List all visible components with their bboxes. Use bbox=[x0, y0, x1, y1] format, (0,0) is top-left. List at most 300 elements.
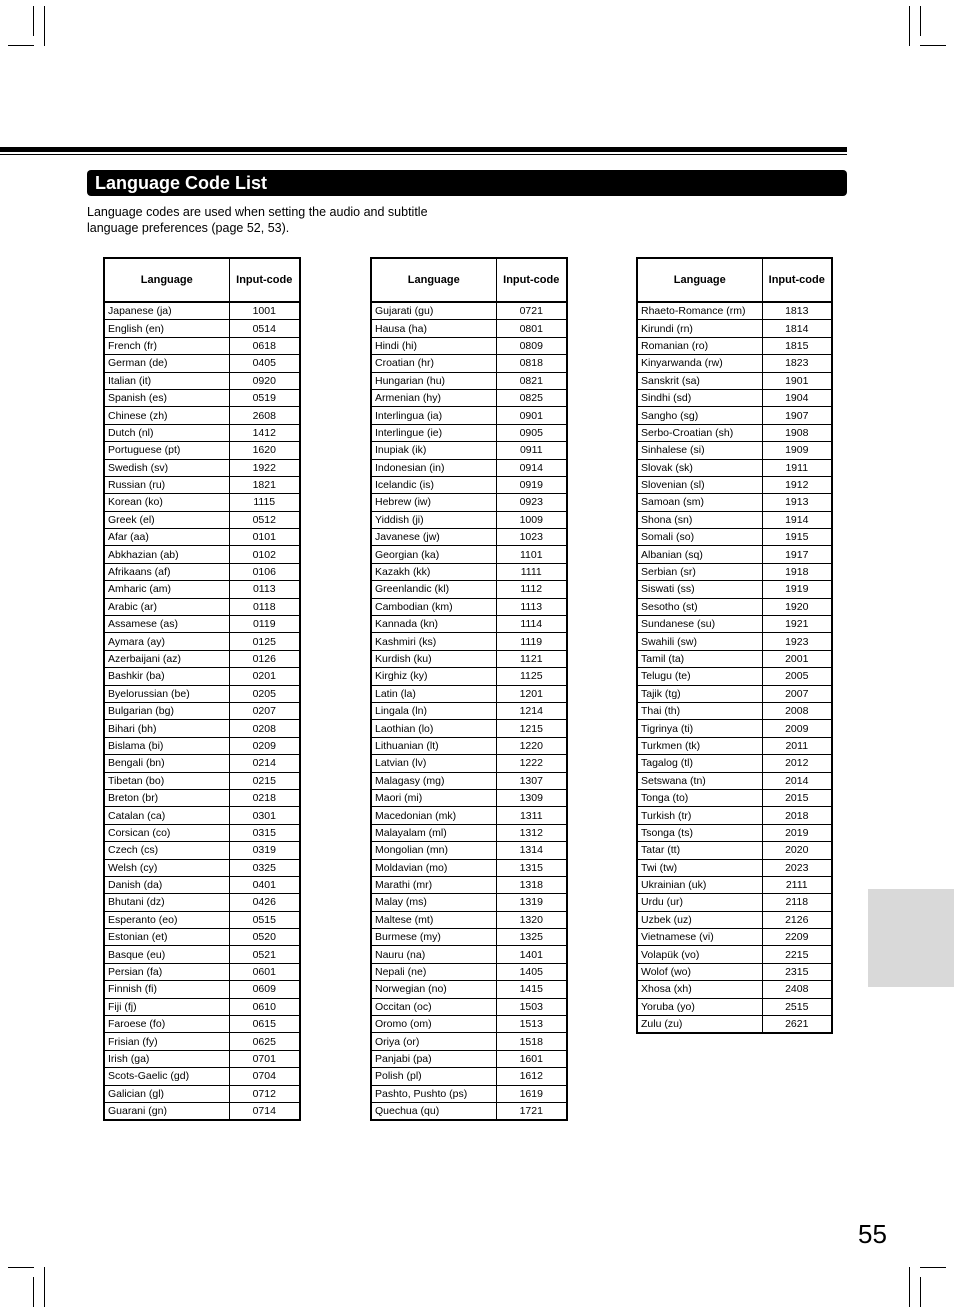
language-name: Tibetan (bo) bbox=[104, 772, 229, 789]
language-name: Kirghiz (ky) bbox=[371, 668, 496, 685]
input-code: 1601 bbox=[496, 1050, 567, 1067]
input-code: 0521 bbox=[229, 946, 300, 963]
table-row bbox=[637, 407, 832, 424]
language-name: Aymara (ay) bbox=[104, 633, 229, 650]
language-name: Xhosa (xh) bbox=[637, 981, 762, 998]
language-name: Sundanese (su) bbox=[637, 616, 762, 633]
language-name: Javanese (jw) bbox=[371, 529, 496, 546]
table-row bbox=[637, 616, 832, 633]
input-code: 2005 bbox=[762, 668, 832, 685]
table-row bbox=[371, 946, 567, 963]
language-name: Afrikaans (af) bbox=[104, 563, 229, 580]
language-name: Kazakh (kk) bbox=[371, 563, 496, 580]
input-code: 2111 bbox=[762, 876, 832, 893]
table-row bbox=[104, 963, 300, 980]
language-name: Swahili (sw) bbox=[637, 633, 762, 650]
language-name: Siswati (ss) bbox=[637, 581, 762, 598]
language-name: Guarani (gn) bbox=[104, 1102, 229, 1120]
language-code-table-1 bbox=[103, 257, 301, 1121]
input-code: 1119 bbox=[496, 633, 567, 650]
input-code: 0914 bbox=[496, 459, 567, 476]
language-name: Latin (la) bbox=[371, 685, 496, 702]
table-row bbox=[371, 372, 567, 389]
input-code: 0610 bbox=[229, 998, 300, 1015]
table-row bbox=[104, 668, 300, 685]
language-name: Sanskrit (sa) bbox=[637, 372, 762, 389]
input-code: 2023 bbox=[762, 859, 832, 876]
input-code: 0315 bbox=[229, 824, 300, 841]
language-name: Spanish (es) bbox=[104, 389, 229, 406]
table-row bbox=[104, 389, 300, 406]
language-name: Georgian (ka) bbox=[371, 546, 496, 563]
table-row bbox=[637, 355, 832, 372]
table-row bbox=[637, 946, 832, 963]
language-name: Thai (th) bbox=[637, 702, 762, 719]
input-code: 1412 bbox=[229, 424, 300, 441]
table-row bbox=[371, 1068, 567, 1085]
language-name: Maltese (mt) bbox=[371, 911, 496, 928]
table-row bbox=[637, 494, 832, 511]
input-code: 2515 bbox=[762, 998, 832, 1015]
input-code: 1918 bbox=[762, 563, 832, 580]
language-header: Language bbox=[371, 258, 496, 302]
table-row bbox=[104, 981, 300, 998]
input-code: 2015 bbox=[762, 789, 832, 806]
input-code: 0905 bbox=[496, 424, 567, 441]
table-row bbox=[637, 546, 832, 563]
language-name: Samoan (sm) bbox=[637, 494, 762, 511]
input-code: 0609 bbox=[229, 981, 300, 998]
table-row bbox=[637, 598, 832, 615]
table-row bbox=[104, 929, 300, 946]
language-name: Bulgarian (bg) bbox=[104, 702, 229, 719]
table-row bbox=[637, 511, 832, 528]
table-row bbox=[371, 476, 567, 493]
language-name: Serbian (sr) bbox=[637, 563, 762, 580]
input-code: 1325 bbox=[496, 929, 567, 946]
language-name: Indonesian (in) bbox=[371, 459, 496, 476]
input-code: 0809 bbox=[496, 337, 567, 354]
table-row bbox=[371, 1016, 567, 1033]
input-code: 0113 bbox=[229, 581, 300, 598]
input-code: 1915 bbox=[762, 529, 832, 546]
table-row bbox=[371, 337, 567, 354]
table-row bbox=[637, 911, 832, 928]
input-code: 0209 bbox=[229, 737, 300, 754]
language-name: Lingala (ln) bbox=[371, 702, 496, 719]
language-name: Maori (mi) bbox=[371, 789, 496, 806]
table-row bbox=[371, 963, 567, 980]
input-code: 1909 bbox=[762, 442, 832, 459]
crop-mark bbox=[8, 45, 34, 46]
language-name: Hindi (hi) bbox=[371, 337, 496, 354]
table-row bbox=[371, 981, 567, 998]
input-code: 0205 bbox=[229, 685, 300, 702]
input-code: 1503 bbox=[496, 998, 567, 1015]
table-row bbox=[637, 563, 832, 580]
language-name: Sindhi (sd) bbox=[637, 389, 762, 406]
input-code: 0901 bbox=[496, 407, 567, 424]
language-name: Yiddish (ji) bbox=[371, 511, 496, 528]
input-code: 1023 bbox=[496, 529, 567, 546]
language-name: Byelorussian (be) bbox=[104, 685, 229, 702]
intro-line: Language codes are used when setting the audio and subtitle bbox=[87, 205, 428, 219]
input-code: 1220 bbox=[496, 737, 567, 754]
language-name: Slovenian (sl) bbox=[637, 476, 762, 493]
language-name: Turkmen (tk) bbox=[637, 737, 762, 754]
language-name: Armenian (hy) bbox=[371, 389, 496, 406]
input-code: 0515 bbox=[229, 911, 300, 928]
language-name: Bislama (bi) bbox=[104, 737, 229, 754]
language-name: Telugu (te) bbox=[637, 668, 762, 685]
table-row bbox=[637, 702, 832, 719]
table-row bbox=[104, 998, 300, 1015]
language-name: Portuguese (pt) bbox=[104, 442, 229, 459]
table-row bbox=[371, 911, 567, 928]
input-code: 1813 bbox=[762, 302, 832, 320]
input-code: 2126 bbox=[762, 911, 832, 928]
crop-mark bbox=[920, 6, 921, 36]
input-code: 0704 bbox=[229, 1068, 300, 1085]
language-name: Hausa (ha) bbox=[371, 320, 496, 337]
table-row bbox=[104, 859, 300, 876]
language-name: Irish (ga) bbox=[104, 1050, 229, 1067]
language-name: Breton (br) bbox=[104, 789, 229, 806]
table-row bbox=[371, 737, 567, 754]
table-row bbox=[637, 981, 832, 998]
input-code: 1814 bbox=[762, 320, 832, 337]
input-code: 0126 bbox=[229, 650, 300, 667]
language-header: Language bbox=[637, 258, 762, 302]
language-name: Welsh (cy) bbox=[104, 859, 229, 876]
language-name: Bashkir (ba) bbox=[104, 668, 229, 685]
input-code: 1518 bbox=[496, 1033, 567, 1050]
table-row bbox=[371, 1102, 567, 1120]
input-code: 0201 bbox=[229, 668, 300, 685]
table-row bbox=[371, 616, 567, 633]
language-name: Sesotho (st) bbox=[637, 598, 762, 615]
language-name: Lithuanian (lt) bbox=[371, 737, 496, 754]
table-row bbox=[104, 1085, 300, 1102]
language-name: Panjabi (pa) bbox=[371, 1050, 496, 1067]
language-name: Marathi (mr) bbox=[371, 876, 496, 893]
table-row bbox=[104, 459, 300, 476]
table-row bbox=[104, 842, 300, 859]
table-row bbox=[104, 581, 300, 598]
input-code: 0426 bbox=[229, 894, 300, 911]
table-row bbox=[104, 789, 300, 806]
table-row bbox=[637, 772, 832, 789]
language-name: Latvian (lv) bbox=[371, 755, 496, 772]
input-code: 1923 bbox=[762, 633, 832, 650]
input-code: 1214 bbox=[496, 702, 567, 719]
input-code: 1112 bbox=[496, 581, 567, 598]
language-name: Romanian (ro) bbox=[637, 337, 762, 354]
language-name: Volapük (vo) bbox=[637, 946, 762, 963]
table-row bbox=[371, 807, 567, 824]
input-code: 0821 bbox=[496, 372, 567, 389]
language-name: Tsonga (ts) bbox=[637, 824, 762, 841]
section-title-bar bbox=[87, 170, 847, 196]
language-name: German (de) bbox=[104, 355, 229, 372]
language-name: Urdu (ur) bbox=[637, 894, 762, 911]
language-name: Esperanto (eo) bbox=[104, 911, 229, 928]
input-code-header: Input-code bbox=[229, 258, 300, 302]
table-row bbox=[104, 616, 300, 633]
table-row bbox=[637, 633, 832, 650]
language-name: Interlingue (ie) bbox=[371, 424, 496, 441]
table-row bbox=[371, 772, 567, 789]
language-name: Scots-Gaelic (gd) bbox=[104, 1068, 229, 1085]
input-code: 1115 bbox=[229, 494, 300, 511]
input-code: 1907 bbox=[762, 407, 832, 424]
language-name: Twi (tw) bbox=[637, 859, 762, 876]
language-name: Chinese (zh) bbox=[104, 407, 229, 424]
language-name: Shona (sn) bbox=[637, 511, 762, 528]
input-code: 2020 bbox=[762, 842, 832, 859]
language-name: Tagalog (tl) bbox=[637, 755, 762, 772]
language-name: Korean (ko) bbox=[104, 494, 229, 511]
input-code: 0319 bbox=[229, 842, 300, 859]
table-row bbox=[104, 1068, 300, 1085]
language-code-table-3 bbox=[636, 257, 833, 1034]
table-row bbox=[637, 650, 832, 667]
language-name: Greek (el) bbox=[104, 511, 229, 528]
language-name: Rhaeto-Romance (rm) bbox=[637, 302, 762, 320]
table-row bbox=[637, 894, 832, 911]
language-name: Tatar (tt) bbox=[637, 842, 762, 859]
input-code: 1315 bbox=[496, 859, 567, 876]
input-code: 0519 bbox=[229, 389, 300, 406]
language-name: Sangho (sg) bbox=[637, 407, 762, 424]
language-name: Basque (eu) bbox=[104, 946, 229, 963]
input-code: 1405 bbox=[496, 963, 567, 980]
table-row bbox=[371, 789, 567, 806]
language-name: Ukrainian (uk) bbox=[637, 876, 762, 893]
language-name: Turkish (tr) bbox=[637, 807, 762, 824]
table-row bbox=[371, 424, 567, 441]
crop-mark bbox=[8, 1267, 34, 1268]
input-code: 1919 bbox=[762, 581, 832, 598]
table-row bbox=[371, 511, 567, 528]
input-code: 2007 bbox=[762, 685, 832, 702]
input-code: 1913 bbox=[762, 494, 832, 511]
input-code: 1401 bbox=[496, 946, 567, 963]
input-code: 1114 bbox=[496, 616, 567, 633]
input-code: 0208 bbox=[229, 720, 300, 737]
table-row bbox=[104, 494, 300, 511]
language-name: Estonian (et) bbox=[104, 929, 229, 946]
input-code: 2608 bbox=[229, 407, 300, 424]
input-code: 1222 bbox=[496, 755, 567, 772]
input-code: 0512 bbox=[229, 511, 300, 528]
table-row bbox=[104, 598, 300, 615]
input-code: 1201 bbox=[496, 685, 567, 702]
input-code: 1823 bbox=[762, 355, 832, 372]
language-name: Bengali (bn) bbox=[104, 755, 229, 772]
table-row bbox=[637, 302, 832, 320]
table-row bbox=[371, 1050, 567, 1067]
language-name: Pashto, Pushto (ps) bbox=[371, 1085, 496, 1102]
table-row bbox=[104, 737, 300, 754]
table-row bbox=[104, 876, 300, 893]
table-row bbox=[637, 842, 832, 859]
table-row bbox=[104, 702, 300, 719]
table-row bbox=[104, 720, 300, 737]
language-name: Assamese (as) bbox=[104, 616, 229, 633]
table-row bbox=[637, 442, 832, 459]
language-name: Japanese (ja) bbox=[104, 302, 229, 320]
table-row bbox=[637, 789, 832, 806]
input-code: 0825 bbox=[496, 389, 567, 406]
language-name: Greenlandic (kl) bbox=[371, 581, 496, 598]
table-row bbox=[637, 424, 832, 441]
table-row bbox=[637, 737, 832, 754]
language-name: Inupiak (ik) bbox=[371, 442, 496, 459]
language-name: Tonga (to) bbox=[637, 789, 762, 806]
language-name: Fiji (fj) bbox=[104, 998, 229, 1015]
input-code: 1121 bbox=[496, 650, 567, 667]
table-row bbox=[637, 389, 832, 406]
language-name: Tajik (tg) bbox=[637, 685, 762, 702]
input-code: 1921 bbox=[762, 616, 832, 633]
input-code: 1307 bbox=[496, 772, 567, 789]
table-row bbox=[637, 824, 832, 841]
language-name: Oromo (om) bbox=[371, 1016, 496, 1033]
crop-mark bbox=[920, 1267, 946, 1268]
table-row bbox=[637, 372, 832, 389]
language-name: Afar (aa) bbox=[104, 529, 229, 546]
language-name: Slovak (sk) bbox=[637, 459, 762, 476]
input-code: 0618 bbox=[229, 337, 300, 354]
language-name: Catalan (ca) bbox=[104, 807, 229, 824]
language-header: Language bbox=[104, 258, 229, 302]
input-code: 0514 bbox=[229, 320, 300, 337]
input-code: 1001 bbox=[229, 302, 300, 320]
table-row bbox=[371, 389, 567, 406]
language-name: Somali (so) bbox=[637, 529, 762, 546]
input-code: 2009 bbox=[762, 720, 832, 737]
table-row bbox=[104, 302, 300, 320]
table-row bbox=[371, 685, 567, 702]
table-row bbox=[104, 894, 300, 911]
input-code: 2012 bbox=[762, 755, 832, 772]
table-row bbox=[637, 581, 832, 598]
table-row bbox=[104, 424, 300, 441]
input-code: 0818 bbox=[496, 355, 567, 372]
table-row bbox=[104, 772, 300, 789]
input-code: 1101 bbox=[496, 546, 567, 563]
input-code: 0625 bbox=[229, 1033, 300, 1050]
table-row bbox=[104, 1033, 300, 1050]
input-code: 0923 bbox=[496, 494, 567, 511]
input-code: 2315 bbox=[762, 963, 832, 980]
table-row bbox=[371, 563, 567, 580]
input-code: 0801 bbox=[496, 320, 567, 337]
table-row bbox=[371, 598, 567, 615]
input-code: 1311 bbox=[496, 807, 567, 824]
language-name: Burmese (my) bbox=[371, 929, 496, 946]
table-row bbox=[371, 442, 567, 459]
input-code: 0214 bbox=[229, 755, 300, 772]
table-row bbox=[371, 755, 567, 772]
input-code: 1314 bbox=[496, 842, 567, 859]
language-name: Czech (cs) bbox=[104, 842, 229, 859]
language-name: Yoruba (yo) bbox=[637, 998, 762, 1015]
table-row bbox=[104, 442, 300, 459]
input-code: 0701 bbox=[229, 1050, 300, 1067]
input-code: 1920 bbox=[762, 598, 832, 615]
language-name: Danish (da) bbox=[104, 876, 229, 893]
language-name: Swedish (sv) bbox=[104, 459, 229, 476]
language-name: Tamil (ta) bbox=[637, 650, 762, 667]
language-name: Persian (fa) bbox=[104, 963, 229, 980]
language-code-table-2 bbox=[370, 257, 568, 1121]
table-row bbox=[104, 807, 300, 824]
crop-mark bbox=[920, 1277, 921, 1307]
table-row bbox=[104, 511, 300, 528]
input-code: 0301 bbox=[229, 807, 300, 824]
language-name: Polish (pl) bbox=[371, 1068, 496, 1085]
input-code: 0119 bbox=[229, 616, 300, 633]
language-name: Finnish (fi) bbox=[104, 981, 229, 998]
input-code: 1922 bbox=[229, 459, 300, 476]
table-row bbox=[104, 355, 300, 372]
input-code: 1113 bbox=[496, 598, 567, 615]
input-code: 1908 bbox=[762, 424, 832, 441]
table-row bbox=[371, 650, 567, 667]
language-name: Bihari (bh) bbox=[104, 720, 229, 737]
input-code: 0118 bbox=[229, 598, 300, 615]
language-name: Bhutani (dz) bbox=[104, 894, 229, 911]
language-name: Interlingua (ia) bbox=[371, 407, 496, 424]
language-name: Serbo-Croatian (sh) bbox=[637, 424, 762, 441]
table-row bbox=[637, 807, 832, 824]
language-name: Frisian (fy) bbox=[104, 1033, 229, 1050]
input-code: 2118 bbox=[762, 894, 832, 911]
crop-mark bbox=[920, 45, 946, 46]
input-code: 2019 bbox=[762, 824, 832, 841]
input-code: 1215 bbox=[496, 720, 567, 737]
table-row bbox=[371, 494, 567, 511]
language-name: Oriya (or) bbox=[371, 1033, 496, 1050]
table-row bbox=[637, 320, 832, 337]
input-code: 1513 bbox=[496, 1016, 567, 1033]
intro-line: language preferences (page 52, 53). bbox=[87, 221, 290, 235]
language-name: Cambodian (km) bbox=[371, 598, 496, 615]
crop-mark bbox=[44, 6, 45, 46]
language-name: Uzbek (uz) bbox=[637, 911, 762, 928]
language-name: Italian (it) bbox=[104, 372, 229, 389]
table-row bbox=[371, 302, 567, 320]
language-name: Azerbaijani (az) bbox=[104, 650, 229, 667]
page-title: Language Code List bbox=[95, 173, 268, 193]
input-code: 0721 bbox=[496, 302, 567, 320]
input-code: 0102 bbox=[229, 546, 300, 563]
language-name: Faroese (fo) bbox=[104, 1016, 229, 1033]
language-name: Malagasy (mg) bbox=[371, 772, 496, 789]
table-row bbox=[104, 1102, 300, 1120]
crop-mark bbox=[33, 1277, 34, 1307]
language-name: Sinhalese (si) bbox=[637, 442, 762, 459]
language-name: Macedonian (mk) bbox=[371, 807, 496, 824]
language-name: Kannada (kn) bbox=[371, 616, 496, 633]
input-code-header: Input-code bbox=[496, 258, 567, 302]
language-name: Kashmiri (ks) bbox=[371, 633, 496, 650]
table-row bbox=[104, 529, 300, 546]
language-name: Kurdish (ku) bbox=[371, 650, 496, 667]
input-code: 2008 bbox=[762, 702, 832, 719]
